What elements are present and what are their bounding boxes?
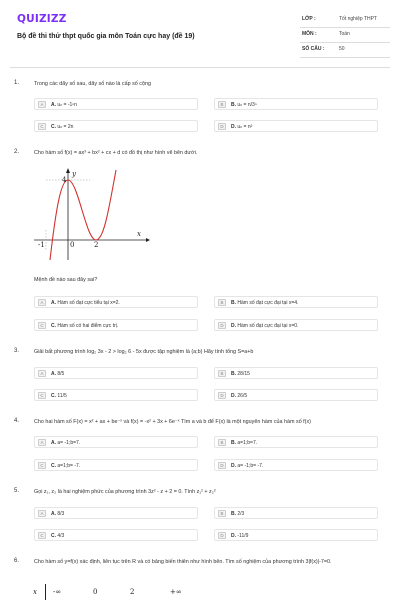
option-d[interactable] — [214, 319, 378, 331]
question-number: 3. — [14, 348, 20, 354]
option-letter: C — [38, 532, 46, 539]
table-col: 2 — [130, 588, 135, 596]
meta-value: 50 — [339, 46, 345, 52]
question-text: Cho hai hàm số F(x) = x² + ax + be⁻ˣ và f(x) = -x² + 3x + 6e⁻ˣ Tìm a và b để F(x) là một nguyên hàm của hàm số f(x) — [34, 419, 311, 425]
graph-curve — [50, 170, 116, 260]
option-text: B. Hàm số đạt cực đại tại x=4. — [231, 299, 299, 306]
option-b[interactable] — [214, 296, 378, 308]
option-text: C. a=1;b= -7. — [51, 462, 81, 469]
axis-label-y: y — [72, 170, 76, 178]
option-a[interactable] — [34, 436, 198, 448]
option-c[interactable] — [34, 389, 198, 401]
option-text: A. a= -1;b=7. — [51, 439, 81, 446]
option-letter: B — [218, 370, 226, 377]
option-text: B. a=1;b=7. — [231, 439, 258, 446]
question-subtext: Mệnh đề nào sau đây sai? — [34, 277, 98, 283]
option-letter: C — [38, 392, 46, 399]
option-letter: A — [38, 439, 46, 446]
option-text: D. uₙ = n² — [231, 123, 253, 130]
option-b[interactable] — [214, 436, 378, 448]
meta-label: MÔN : — [302, 31, 317, 37]
worksheet-title: Bộ đề thi thử thpt quốc gia môn Toán cực hay (đề 19) — [17, 33, 195, 40]
axis-label-x: x — [137, 230, 141, 238]
option-text: B. 2/3 — [231, 510, 245, 517]
option-letter: A — [38, 370, 46, 377]
option-letter: A — [38, 510, 46, 517]
option-text: C. Hàm số có hai điểm cực trị. — [51, 322, 119, 329]
question-number: 4. — [14, 418, 20, 424]
table-col: +∞ — [170, 588, 182, 596]
option-d[interactable] — [214, 120, 378, 132]
tick-label-4: 4 — [62, 176, 67, 184]
option-text: C. 4/3 — [51, 532, 65, 539]
option-text: D. -11/9 — [231, 532, 249, 539]
cubic-function-graph — [34, 168, 152, 260]
option-letter: A — [38, 101, 46, 108]
table-x-label: x — [33, 588, 37, 596]
option-letter: B — [218, 439, 226, 446]
option-a[interactable] — [34, 296, 198, 308]
option-text: A. 8/3 — [51, 510, 65, 517]
worksheet-header — [0, 0, 400, 60]
option-letter: D — [218, 123, 226, 130]
question-number: 2. — [14, 149, 20, 155]
option-text: C. uₙ = 2n — [51, 123, 74, 130]
option-text: C. 11/5 — [51, 392, 67, 399]
option-text: D. Hàm số đạt cực đại tại x=0. — [231, 322, 299, 329]
question-text: Cho hàm số f(x) = ax³ + bx² + cx + d có đồ thị như hình vẽ bên dưới. — [34, 150, 198, 156]
tick-label-2: 2 — [94, 241, 99, 249]
table-divider — [45, 584, 46, 600]
meta-label: SỐ CÂU : — [302, 46, 325, 52]
question-number: 1. — [14, 80, 20, 86]
option-letter: C — [38, 322, 46, 329]
tick-label-0: 0 — [70, 241, 75, 249]
option-c[interactable] — [34, 529, 198, 541]
meta-label: LỚP : — [302, 16, 316, 22]
question-number: 6. — [14, 558, 20, 564]
option-text: D. 26/5 — [231, 392, 248, 399]
option-text: A. uₙ = -1ⁿn — [51, 101, 77, 108]
option-b[interactable] — [214, 507, 378, 519]
table-col: -∞ — [53, 588, 62, 596]
option-letter: C — [38, 462, 46, 469]
table-col: 0 — [93, 588, 98, 596]
option-text: B. uₙ = n/3ⁿ — [231, 101, 257, 108]
option-letter: B — [218, 510, 226, 517]
option-c[interactable] — [34, 319, 198, 331]
option-letter: A — [38, 299, 46, 306]
meta-row-class — [300, 13, 390, 28]
option-text: D. a= -1;b= -7. — [231, 462, 264, 469]
option-d[interactable] — [214, 529, 378, 541]
question-text: Cho hàm số y=f(x) xác định, liên tục trên R và có bảng biến thiên như hình bên. Tìm số nghiệm của phương trình 3|f(x)|-7=0. — [34, 559, 332, 565]
question-text: Trong các dãy số sau, dãy số nào là cấp số cộng — [34, 81, 151, 87]
option-a[interactable] — [34, 98, 198, 110]
quizizz-logo: QUIZIZZ — [17, 13, 67, 25]
option-letter: B — [218, 299, 226, 306]
option-letter: D — [218, 322, 226, 329]
question-number: 5. — [14, 488, 20, 494]
option-letter: D — [218, 392, 226, 399]
option-letter: B — [218, 101, 226, 108]
question-text: Gọi z₁, z₂ là hai nghiệm phức của phương trình 3z² - z + 2 = 0. Tính z₁² + z₂² — [34, 489, 216, 495]
variation-table-header — [28, 584, 198, 600]
meta-row-count — [300, 43, 390, 58]
meta-row-subject — [300, 28, 390, 43]
option-text: A. 8/5 — [51, 370, 65, 377]
meta-value: Toán — [339, 31, 350, 37]
option-text: B. 28/15 — [231, 370, 250, 377]
option-letter: D — [218, 532, 226, 539]
question-text: Giải bất phương trình log₂ 3x - 2 > log₂ 6 - 5x được tập nghiệm là (a;b) Hãy tính tổng S=a+b — [34, 349, 254, 355]
option-letter: D — [218, 462, 226, 469]
tick-label-neg1: -1 — [38, 241, 45, 249]
option-b[interactable] — [214, 98, 378, 110]
option-c[interactable] — [34, 459, 198, 471]
option-letter: C — [38, 123, 46, 130]
option-c[interactable] — [34, 120, 198, 132]
option-a[interactable] — [34, 507, 198, 519]
option-d[interactable] — [214, 459, 378, 471]
worksheet-meta — [300, 13, 390, 58]
option-text: A. Hàm số đạt cực tiểu tại x=2. — [51, 299, 120, 306]
option-a[interactable] — [34, 367, 198, 379]
header-divider — [10, 67, 390, 68]
option-b[interactable] — [214, 367, 378, 379]
option-d[interactable] — [214, 389, 378, 401]
meta-value: Tốt nghiệp THPT — [339, 16, 377, 22]
